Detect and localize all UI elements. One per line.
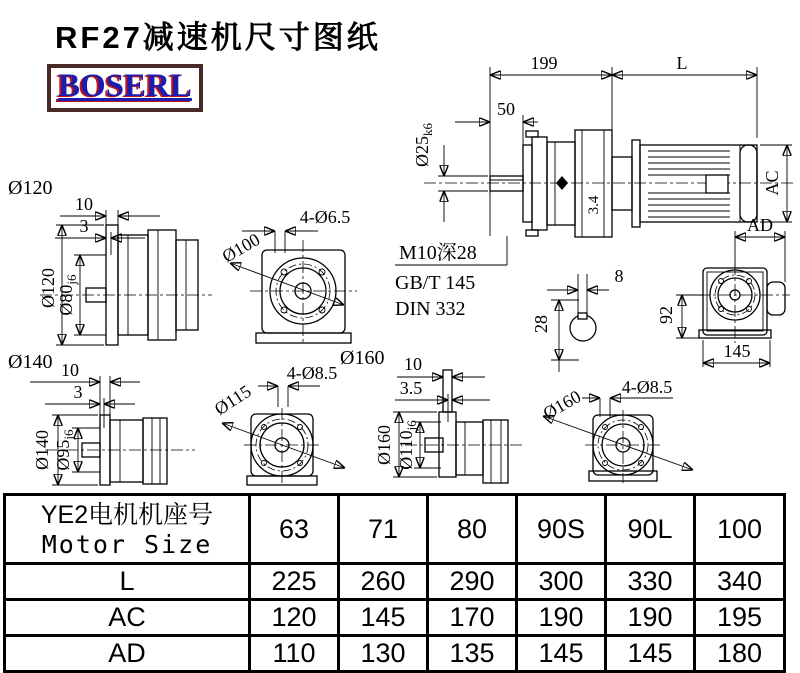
motor-size-table [3, 493, 786, 673]
dim-thk: 10 [61, 360, 79, 380]
drawing-flange140-side [0, 340, 220, 496]
dim-thk: 10 [404, 354, 422, 374]
dim-holes: 4-Ø8.5 [286, 363, 338, 383]
page-title: RF27减速机尺寸图纸 [55, 20, 381, 55]
dim-spigot: $Ø80_{j6}$ [56, 274, 79, 316]
cell: 145 [517, 636, 606, 672]
thread-spec: M10深28 [399, 242, 477, 264]
dim-92: 92 [656, 306, 676, 324]
boserl-logo [47, 64, 203, 112]
dim-thk: 10 [75, 194, 93, 214]
flange160-front-geometry [585, 410, 663, 483]
shaft-section-geometry [570, 313, 596, 341]
dim-section-height: 28 [531, 315, 551, 333]
motor-size-col: 63 [250, 495, 339, 564]
dim-bolt-circle: Ø115 [210, 380, 255, 420]
table-header-cn: YE2电机机座号 [40, 500, 214, 529]
flange140-geometry [45, 415, 195, 485]
dim-AC: AC [762, 170, 782, 196]
dim-145: 145 [723, 341, 751, 361]
drawing-gearbox-front [620, 205, 800, 370]
flange100-geometry [250, 240, 357, 343]
cell: 260 [339, 564, 428, 600]
flange160-side-geometry [405, 370, 525, 483]
dim-proj: 3 [79, 216, 89, 236]
cell: 120 [250, 600, 339, 636]
gearbox-front-geometry [698, 263, 790, 343]
cell: 340 [695, 564, 785, 600]
dim-outer: Ø140 [32, 430, 52, 470]
motor-size-col: 100 [695, 495, 785, 564]
motor-size-col: 90S [517, 495, 606, 564]
dim-L: L [676, 53, 688, 73]
dim-holes: 4-Ø6.5 [299, 207, 351, 227]
dim-spigot: $Ø95_{j6}$ [53, 429, 76, 471]
cell: 145 [606, 636, 695, 672]
flange160-front-dims [540, 386, 693, 470]
dim-spigot: $Ø110_{j6}$ [396, 420, 419, 470]
dim-proj: 3 [73, 382, 83, 402]
dim-proj: 3.5 [399, 378, 423, 398]
flange120-dims [38, 194, 160, 345]
thread-standard-din: DIN 332 [395, 298, 466, 320]
cell: 290 [428, 564, 517, 600]
drawing-flange120-side [0, 168, 218, 350]
cell: 145 [339, 600, 428, 636]
dim-holes: 4-Ø8.5 [621, 377, 673, 397]
drawing-flange100-front [218, 193, 400, 355]
cell: 300 [517, 564, 606, 600]
cell: 180 [695, 636, 785, 672]
dim-bolt-circle: Ø100 [218, 229, 264, 267]
gearbox-front-dims [656, 231, 785, 367]
cell: 195 [695, 600, 785, 636]
table-row [5, 636, 785, 672]
flange120-label: Ø120 [8, 177, 53, 199]
cell: 135 [428, 636, 517, 672]
dim-outer: Ø160 [374, 425, 394, 465]
cell: 110 [250, 636, 339, 672]
flange140-label: Ø140 [8, 351, 53, 373]
cell: 170 [428, 600, 517, 636]
drawing-thread-note [393, 236, 513, 328]
table-row [5, 600, 785, 636]
boserl-logo-text: BOSERL [58, 68, 192, 104]
table-header-en: Motor Size [41, 529, 213, 559]
drawing-flange160-front [535, 355, 720, 495]
dim-199: 199 [530, 53, 558, 73]
flange140-dims [30, 360, 140, 485]
cell: 130 [339, 636, 428, 672]
table-row [5, 564, 785, 600]
dim-50: 50 [497, 99, 515, 119]
dim-shaft: $Ø25_{k6}$ [412, 123, 435, 167]
drawing-flange160-side [374, 350, 545, 495]
flange160-side-dims [374, 354, 490, 477]
table-header-cell [5, 495, 250, 564]
drawing-flange115-front [210, 355, 400, 495]
motor-size-col: 80 [428, 495, 517, 564]
dim-3-4: 3.4 [586, 195, 602, 215]
flange115-geometry [244, 408, 321, 485]
thread-standard-gb: GB/T 145 [395, 272, 476, 294]
flange115-dims [211, 381, 345, 468]
cell: 190 [606, 600, 695, 636]
row-label: AC [5, 600, 250, 636]
dim-outer: Ø120 [38, 268, 58, 308]
dim-AD: AD [747, 215, 773, 235]
motor-size-col: 90L [606, 495, 695, 564]
flange160-label: Ø160 [340, 347, 385, 369]
cell: 190 [517, 600, 606, 636]
cell: 330 [606, 564, 695, 600]
cell: 225 [250, 564, 339, 600]
motor-size-col: 71 [339, 495, 428, 564]
dim-key-width: 8 [614, 266, 624, 286]
row-label: AD [5, 636, 250, 672]
dim-bolt-circle: Ø160 [539, 386, 585, 424]
row-label: L [5, 564, 250, 600]
